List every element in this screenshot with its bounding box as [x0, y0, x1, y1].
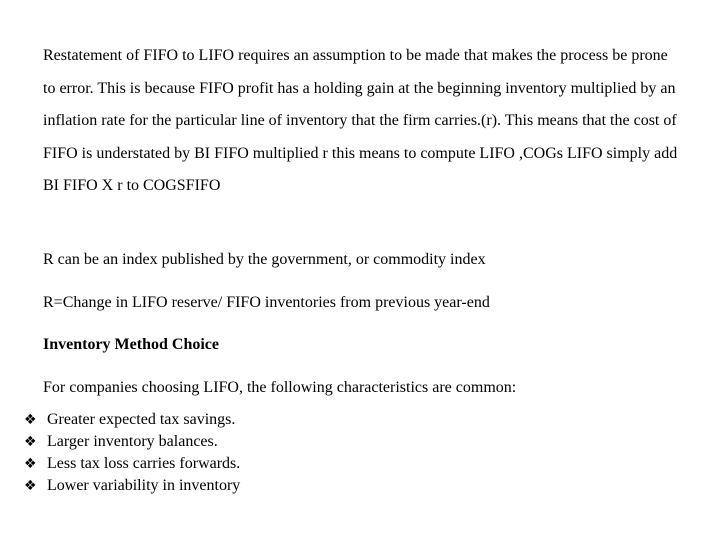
list-item-text: Larger inventory balances.: [47, 433, 218, 450]
diamond-bullet-icon: ❖: [24, 478, 37, 494]
section-heading: Inventory Method Choice: [43, 336, 219, 353]
diamond-bullet-icon: ❖: [24, 412, 37, 428]
list-item: [24, 409, 240, 431]
list-item-text: Lower variability in inventory: [47, 477, 241, 494]
r-formula-paragraph: R=Change in LIFO reserve/ FIFO inventories from previous year-end: [43, 294, 490, 311]
list-item-text: Greater expected tax savings.: [47, 411, 236, 428]
restatement-paragraph: Restatement of FIFO to LIFO requires an assumption to be made that makes the process be prone to error. This is because FIFO profit has a holding gain at the beginning inventory multiplied by an inflation rate for the particular line of inventory that the firm carries.(r). This means that the cost of FIFO is understated by BI FIFO multiplied r this means to compute LIFO ,COGs LIFO simply add BI FIFO X r to COGSFIFO: [43, 47, 678, 194]
diamond-bullet-icon: ❖: [24, 434, 37, 450]
list-item: [24, 431, 240, 453]
diamond-bullet-icon: ❖: [24, 456, 37, 472]
intro-paragraph: For companies choosing LIFO, the following characteristics are common:: [43, 379, 517, 396]
r-definition-paragraph: R can be an index published by the government, or commodity index: [43, 251, 486, 268]
characteristics-list: [24, 409, 240, 497]
list-item-text: Less tax loss carries forwards.: [47, 455, 241, 472]
list-item: [24, 475, 240, 497]
list-item: [24, 453, 240, 475]
